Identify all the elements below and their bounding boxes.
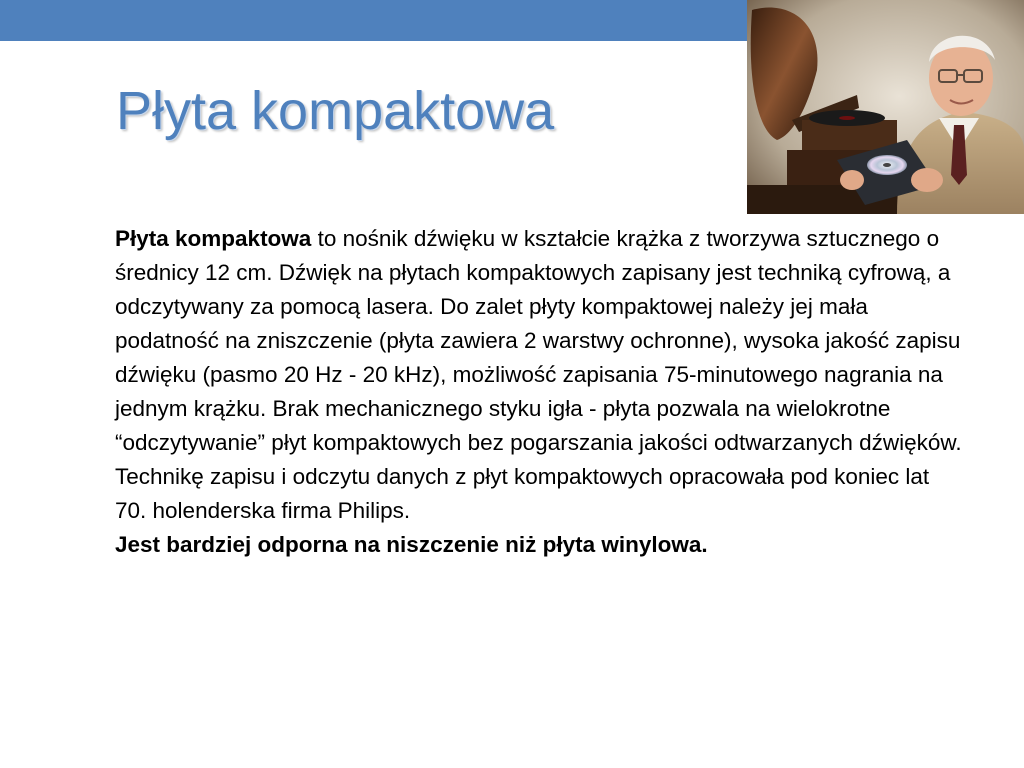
term-lead: Płyta kompaktowa	[115, 226, 312, 251]
header-bar	[0, 0, 748, 41]
description-text: to nośnik dźwięku w kształcie krążka z tworzywa sztucznego o średnicy 12 cm. Dźwięk na płytach kompaktowych zapisany jest techniką cyfrową, a odczytywany za pomocą lasera. Do zalet płyty kompaktowej należy jej mała podatność na zniszczenie (płyta zawiera 2 warstwy ochronne), wysoka jakość zapisu dźwięku (pasmo 20 Hz - 20 kHz), możliwość zapisania 75-minutowego nagrania na jednym krążku. Brak mechanicznego styku igła - płyta pozwala na wielokrotne “odczytywanie” płyt kompaktowych bez pogarszania jakości odtwarzanych dźwięków. Technikę zapisu i odczytu danych z płyt kompaktowych opracowała pod koniec lat 70. holenderska firma Philips.	[115, 226, 962, 523]
slide-title: Płyta kompaktowa	[116, 81, 555, 141]
body-text	[115, 222, 965, 562]
photo-man-with-cd-and-gramophone	[747, 0, 1024, 214]
closing-statement: Jest bardziej odporna na niszczenie niż płyta winylowa.	[115, 532, 708, 557]
description-paragraph	[115, 222, 965, 528]
